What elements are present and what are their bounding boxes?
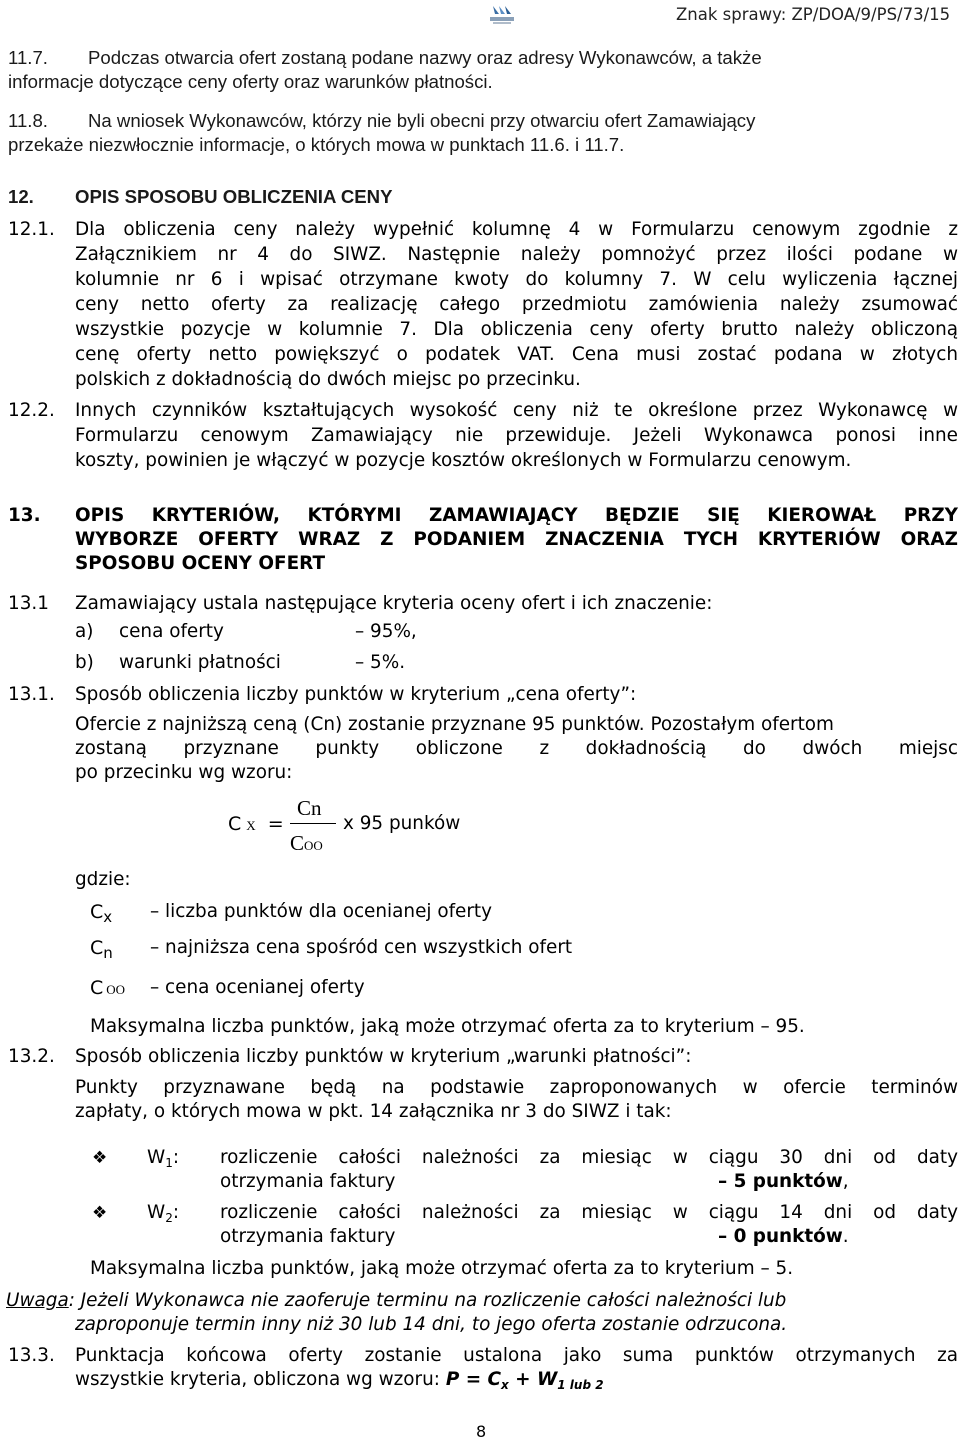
- logo-icon: [487, 4, 517, 26]
- criterion-weight: – 95%,: [355, 621, 417, 642]
- definition-text: – liczba punktów dla ocenianej oferty: [150, 901, 493, 922]
- section-11-7-line: informacje dotyczące ceny oferty oraz warunków płatności.: [8, 71, 493, 92]
- term-points: – 5 punktów,: [718, 1171, 849, 1192]
- term-line: otrzymania faktury: [220, 1226, 396, 1247]
- term-label: $W_1$:: [147, 1147, 180, 1170]
- section-12-heading: OPIS SPOSOBU OBLICZENIA CENY: [75, 186, 393, 207]
- note-line: zaproponuje termin inny niż 30 lub 14 dni, to jego oferta zostanie odrzucona.: [75, 1314, 788, 1335]
- section-13-number: 13.: [8, 505, 41, 526]
- paragraph-line: po przecinku wg wzoru:: [75, 762, 293, 783]
- note-line: Uwaga: Jeżeli Wykonawca nie zaoferuje terminu na rozliczenie całości należności lub: [6, 1290, 787, 1311]
- note-label: Uwaga: [6, 1290, 69, 1311]
- paragraph-line: zostaną przyznane punkty obliczone z dokładnością do dwóch miejsc: [75, 738, 958, 759]
- where-label: gdzie:: [75, 869, 131, 890]
- criterion-weight: – 5%.: [355, 652, 406, 673]
- section-13-2-number: 13.2.: [8, 1046, 55, 1067]
- definition-text: – cena ocenianej oferty: [150, 977, 365, 998]
- paragraph-line: Punkty przyznawane będą na podstawie zaproponowanych w ofercie terminów: [75, 1077, 958, 1098]
- term-line: rozliczenie całości należności za miesiąc w ciągu 30 dni od daty: [220, 1147, 958, 1168]
- section-13-3-number: 13.3.: [8, 1345, 55, 1366]
- paragraph-line: cenę oferty netto powiększyć o podatek VAT. Cena musi zostać podana w złotych: [75, 344, 958, 365]
- definition-symbol: $C_x$: [90, 901, 113, 926]
- formula-subscript: OO: [304, 838, 323, 853]
- section-11-7-line: Podczas otwarcia ofert zostaną podane nazwy oraz adresy Wykonawców, a także: [88, 47, 762, 68]
- fraction-bar: [290, 823, 336, 824]
- formula-numerator: Cn: [297, 796, 322, 820]
- definition-text: – najniższa cena spośród cen wszystkich ofert: [150, 937, 573, 958]
- definition-symbol: $C_n$: [90, 937, 113, 962]
- term-line: rozliczenie całości należności za miesiąc w ciągu 14 dni od daty: [220, 1202, 958, 1223]
- section-13-1-1-text: Sposób obliczenia liczby punktów w kryterium „cena oferty”:: [75, 684, 637, 705]
- section-11-7-number: 11.7.: [8, 47, 48, 68]
- section-11-8-line: przekaże niezwłocznie informacje, o których mowa w punktach 11.6. i 11.7.: [8, 134, 625, 155]
- paragraph-line: wszystkie pozycje w kolumnie 7. Dla obliczenia ceny oferty brutto należy obliczoną: [75, 319, 958, 340]
- section-12-1-number: 12.1.: [8, 219, 55, 240]
- diamond-bullet-icon: ❖: [92, 1148, 108, 1168]
- section-13-1-1-number: 13.1.: [8, 684, 55, 705]
- formula-symbol: C: [290, 831, 305, 855]
- page-number: 8: [476, 1422, 487, 1441]
- paragraph-line: zapłaty, o których mowa w pkt. 14 załącznika nr 3 do SIWZ i tak:: [75, 1101, 672, 1122]
- paragraph-line: koszty, powinien je włączyć w pozycje kosztów określonych w Formularzu cenowym.: [75, 450, 852, 471]
- criterion-name: cena oferty: [119, 621, 224, 642]
- paragraph-line: Dla obliczenia ceny należy wypełnić kolumnę 4 w Formularzu cenowym zgodnie z: [75, 219, 958, 240]
- paragraph-line: polskich z dokładnością do dwóch miejsc po przecinku.: [75, 369, 581, 390]
- section-13-heading: WYBORZE OFERTY WRAZ Z PODANIEM ZNACZENIA TYCH KRYTERIÓW ORAZ: [75, 529, 958, 550]
- diamond-bullet-icon: ❖: [92, 1203, 108, 1223]
- criterion-letter: b): [75, 652, 94, 673]
- final-formula: $P = C_x + W_{1 lub 2}$: [445, 1369, 604, 1392]
- max-points-note: Maksymalna liczba punktów, jaką może otrzymać oferta za to kryterium – 95.: [90, 1016, 805, 1037]
- paragraph-line: kolumnie nr 6 i wpisać otrzymane kwoty do kolumny 7. W celu wyliczenia łącznej: [75, 269, 958, 290]
- case-number: Znak sprawy: ZP/DOA/9/PS/73/15: [676, 5, 951, 24]
- section-12-number: 12.: [8, 186, 34, 207]
- definition-symbol: C OO: [90, 977, 126, 999]
- formula-symbol: C: [228, 813, 242, 835]
- paragraph-line: Załącznikiem nr 4 do SIWZ. Następnie należy pomnożyć przez ilości podane w: [75, 244, 958, 265]
- paragraph-line: ceny netto oferty za realizację całego przedmiotu zamówienia należy zsumować: [75, 294, 958, 315]
- section-13-heading: OPIS KRYTERIÓW, KTÓRYMI ZAMAWIAJĄCY BĘDZIE SIĘ KIEROWAŁ PRZY: [75, 505, 958, 526]
- section-13-heading: SPOSOBU OCENY OFERT: [75, 553, 326, 574]
- paragraph-line: Ofercie z najniższą ceną (Cn) zostanie przyznane 95 punktów. Pozostałym ofertom: [75, 714, 834, 735]
- formula-lhs: [228, 812, 284, 838]
- paragraph-line: Formularzu cenowym Zamawiający nie przewiduje. Jeżeli Wykonawca ponosi inne: [75, 425, 958, 446]
- term-line: otrzymania faktury: [220, 1171, 396, 1192]
- paragraph-line: Punktacja końcowa oferty zostanie ustalona jako suma punktów otrzymanych za: [75, 1345, 958, 1366]
- section-13-1-text: Zamawiający ustala następujące kryteria oceny ofert i ich znaczenie:: [75, 593, 713, 614]
- term-label: $W_2$:: [147, 1202, 180, 1225]
- formula-rhs: x 95 punków: [343, 813, 461, 834]
- section-11-8-number: 11.8.: [8, 110, 48, 131]
- formula-subscript: X: [246, 818, 256, 833]
- formula-equals: =: [267, 813, 284, 835]
- section-12-2-number: 12.2.: [8, 400, 55, 421]
- section-11-8-line: Na wniosek Wykonawców, którzy nie byli obecni przy otwarciu ofert Zamawiający: [88, 110, 756, 131]
- term-points: – 0 punktów.: [718, 1226, 849, 1247]
- formula-denominator: [290, 831, 323, 858]
- criterion-name: warunki płatności: [119, 652, 281, 673]
- paragraph-line: wszystkie kryteria, obliczona wg wzoru: $P = C_x + W_{1 lub 2}$: [75, 1369, 604, 1392]
- criterion-letter: a): [75, 621, 94, 642]
- section-13-1-number: 13.1: [8, 593, 49, 614]
- max-points-note: Maksymalna liczba punktów, jaką może otrzymać oferta za to kryterium – 5.: [90, 1258, 794, 1279]
- paragraph-line: Innych czynników kształtujących wysokość ceny niż te określone przez Wykonawcę w: [75, 400, 958, 421]
- section-13-2-text: Sposób obliczenia liczby punktów w kryterium „warunki płatności”:: [75, 1046, 692, 1067]
